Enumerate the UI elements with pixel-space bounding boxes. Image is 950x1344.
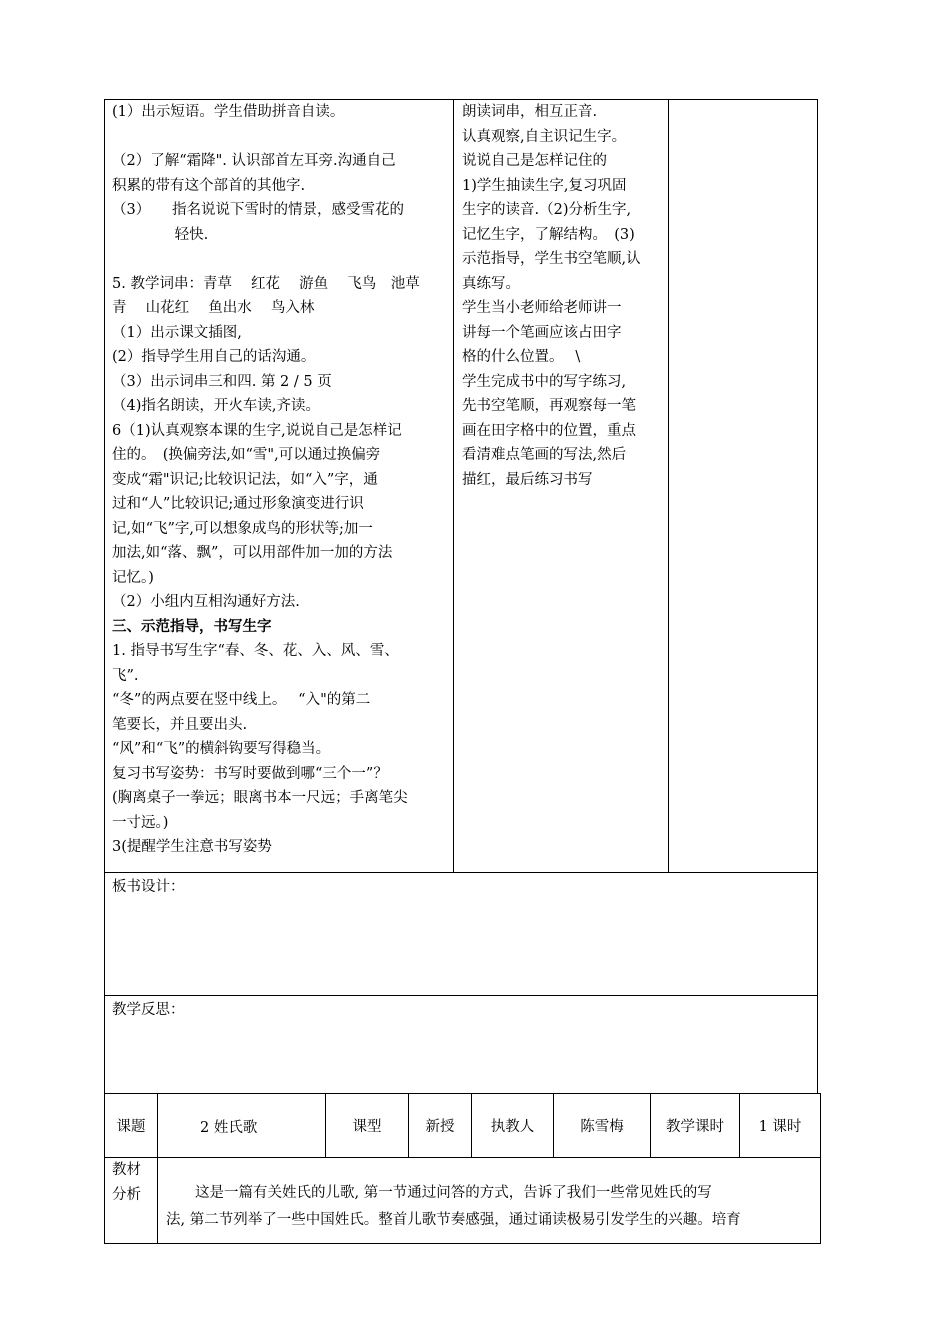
text-line: 看清难点笔画的写法,然后: [462, 447, 627, 463]
text-line: 三、示范指导，书写生字: [112, 617, 272, 635]
text-line: 记忆。): [112, 569, 154, 586]
text-line: 画在田字格中的位置，重点: [462, 422, 636, 439]
type-label: 课型: [352, 1119, 382, 1135]
board-design-label: 板书设计：: [112, 879, 185, 895]
text-line: 一寸远。): [112, 814, 169, 831]
type-value: 新授: [425, 1119, 455, 1135]
text-line: 记,如“飞”字,可以想象成鸟的形状等;加一: [112, 520, 373, 537]
text-line: 加法,如“落、飘”，可以用部件加一加的方法: [112, 545, 393, 561]
text-line: 描红，最后练习书写: [462, 471, 593, 488]
text-line: （2）小组内互相沟通好方法.: [112, 594, 300, 610]
reflection-label: 教学反思：: [112, 1002, 185, 1018]
text-line: (胸离桌子一拳远；眼离书本一尺远；手离笔尖: [112, 790, 408, 806]
text-line: “冬”的两点要在竖中线上。 “入"的第二: [112, 692, 371, 708]
text-line: 变成“霜"识记;比较识记法，如“入”字，通: [112, 471, 378, 488]
hours-label: 教学课时: [666, 1119, 724, 1135]
text-line: (1）出示短语。学生借助拼音自读。: [112, 104, 345, 120]
teaching-process-column: [112, 100, 450, 860]
text-line: （1）出示课文插图,: [112, 324, 242, 341]
text-line: （3） 指名说说下雪时的情景，感受雪花的: [112, 202, 404, 218]
topic-label: 课题: [116, 1119, 146, 1135]
analysis-label: [112, 1158, 141, 1208]
text-line: 真练写。: [462, 275, 520, 292]
text-line: “风”和“飞”的横斜钩要写得稳当。: [112, 741, 331, 757]
text-line: 生字的读音.（2)分析生字,: [462, 202, 632, 218]
topic-value: 2 姓氏歌: [200, 1120, 258, 1136]
text-line: （3）出示词串三和四. 第 2 / 5 页: [112, 373, 332, 390]
text-line: 示范指导，学生书空笔顺,认: [462, 251, 641, 267]
text-line: 住的。 (换偏旁法,如“雪",可以通过换偏旁: [112, 447, 381, 463]
text-line: 格的什么位置。 \: [462, 349, 581, 365]
text-line: 6（1)认真观察本课的生字,说说自己是怎样记: [112, 422, 402, 439]
upper-table-right-border: [817, 99, 818, 1093]
text-line: 飞”.: [112, 667, 139, 684]
text-line: 1. 指导书写生字“春、冬、花、入、风、雪、: [112, 643, 399, 659]
text-line: 复习书写姿势：书写时要做到哪“三个一”？: [112, 765, 388, 782]
analysis-line-1: 这是一篇有关姓氏的儿歌, 第一节通过问答的方式，告诉了我们一些常见姓氏的写: [166, 1185, 712, 1201]
text-line: [112, 125, 450, 150]
row-divider-board: [104, 872, 818, 873]
text-line: 先书空笔顺，再观察每一笔: [462, 398, 636, 414]
text-line: 1)学生抽读生字,复习巩固: [462, 177, 627, 194]
row-divider-reflection: [104, 995, 818, 996]
hours-value: 1 课时: [758, 1119, 802, 1135]
text-line: 笔要长，并且要出头.: [112, 716, 248, 733]
col-divider-1: [453, 99, 454, 872]
teacher-value: 陈雪梅: [580, 1119, 624, 1135]
text-line: 青 山花红 鱼出水 鸟入林: [112, 300, 315, 316]
text-line: 积累的带有这个部首的其他字.: [112, 177, 306, 194]
analysis-text: [166, 1180, 741, 1234]
text-line: 认真观察,自主识记生字。: [462, 128, 627, 145]
text-line: （2）了解“霜降". 认识部首左耳旁.沟通自己: [112, 153, 396, 169]
text-line: 过和“人”比较识记;通过形象演变进行识: [112, 496, 364, 512]
lesson-table-mid-border: [104, 1157, 821, 1158]
lesson-col-1: [157, 1093, 158, 1244]
teacher-label: 执教人: [490, 1119, 535, 1135]
text-line: 说说自己是怎样记住的: [462, 153, 607, 169]
col-divider-2: [668, 99, 669, 872]
text-line: 记忆生字，了解结构。 (3): [462, 226, 635, 243]
lesson-table-bottom-border: [104, 1243, 821, 1244]
text-line: 轻快.: [112, 226, 209, 243]
text-line: 讲每一个笔画应该占田字: [462, 324, 622, 341]
text-line: (2）指导学生用自己的话沟通。: [112, 349, 316, 365]
text-line: 学生完成书中的写字练习,: [462, 373, 627, 390]
text-line: （4)指名朗读，开火车读,齐读。: [112, 398, 320, 414]
analysis-label-line-1: 教材: [112, 1162, 141, 1178]
text-line: 学生当小老师给老师讲一: [462, 300, 622, 316]
analysis-label-line-2: 分析: [112, 1187, 141, 1203]
upper-table-left-border: [104, 99, 105, 1093]
student-activity-column: [462, 100, 666, 492]
text-line: 朗读词串，相互正音.: [462, 104, 598, 120]
analysis-line-2: 法, 第二节列举了一些中国姓氏。整首儿歌节奏感强，通过诵读极易引发学生的兴趣。培育: [166, 1212, 741, 1228]
text-line: 5. 教学词串：青草 红花 游鱼 飞鸟 池草: [112, 275, 420, 292]
text-line: [112, 247, 450, 272]
text-line: 3(提醒学生注意书写姿势: [112, 839, 272, 855]
lesson-table-right-border: [820, 1093, 821, 1244]
